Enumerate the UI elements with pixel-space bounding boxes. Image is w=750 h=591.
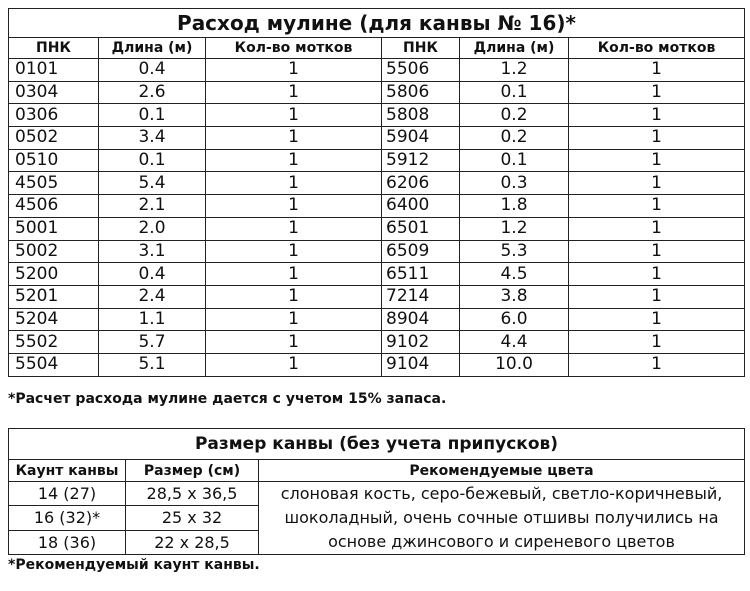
length-cell: 1.2 bbox=[460, 217, 569, 240]
skein-count-cell: 1 bbox=[206, 240, 382, 263]
thread-code-cell: 5204 bbox=[9, 308, 99, 331]
table-row bbox=[9, 59, 745, 82]
length-cell: 1.2 bbox=[460, 59, 569, 82]
canvas-count-cell: 18 (36) bbox=[9, 530, 126, 554]
thread-code-cell: 5002 bbox=[9, 240, 99, 263]
canvas-size-table bbox=[8, 428, 745, 555]
skein-count-cell: 1 bbox=[206, 195, 382, 218]
skein-count-cell: 1 bbox=[206, 331, 382, 354]
consumption-body bbox=[9, 59, 745, 377]
table-row bbox=[9, 308, 745, 331]
thread-code-cell: 5200 bbox=[9, 263, 99, 286]
thread-code-cell: 9104 bbox=[382, 353, 460, 376]
skein-count-cell: 1 bbox=[569, 59, 745, 82]
length-cell: 5.7 bbox=[99, 331, 206, 354]
length-cell: 3.8 bbox=[460, 285, 569, 308]
length-cell: 0.2 bbox=[460, 104, 569, 127]
skein-count-cell: 1 bbox=[206, 263, 382, 286]
canvas-footnote: *Рекомендуемый каунт канвы. bbox=[8, 557, 260, 573]
length-cell: 1.1 bbox=[99, 308, 206, 331]
skein-count-cell: 1 bbox=[206, 81, 382, 104]
thread-code-cell: 5912 bbox=[382, 149, 460, 172]
length-cell: 0.1 bbox=[460, 149, 569, 172]
table-row bbox=[9, 263, 745, 286]
thread-code-cell: 8904 bbox=[382, 308, 460, 331]
thread-code-cell: 6206 bbox=[382, 172, 460, 195]
thread-code-cell: 0502 bbox=[9, 127, 99, 150]
skein-count-cell: 1 bbox=[206, 127, 382, 150]
skein-count-cell: 1 bbox=[206, 217, 382, 240]
thread-code-cell: 6501 bbox=[382, 217, 460, 240]
canvas-size-cell: 25 x 32 bbox=[126, 506, 259, 530]
skein-count-cell: 1 bbox=[206, 285, 382, 308]
skein-count-cell: 1 bbox=[569, 217, 745, 240]
length-cell: 6.0 bbox=[460, 308, 569, 331]
table-row bbox=[9, 127, 745, 150]
column-header: Рекомендуемые цвета bbox=[259, 460, 745, 482]
length-cell: 0.3 bbox=[460, 172, 569, 195]
length-cell: 4.5 bbox=[460, 263, 569, 286]
skein-count-cell: 1 bbox=[569, 149, 745, 172]
skein-count-cell: 1 bbox=[569, 308, 745, 331]
column-header: Длина (м) bbox=[460, 38, 569, 59]
length-cell: 10.0 bbox=[460, 353, 569, 376]
consumption-header-row bbox=[9, 38, 745, 59]
thread-code-cell: 5001 bbox=[9, 217, 99, 240]
column-header: Длина (м) bbox=[99, 38, 206, 59]
length-cell: 0.1 bbox=[99, 104, 206, 127]
length-cell: 2.6 bbox=[99, 81, 206, 104]
thread-code-cell: 6400 bbox=[382, 195, 460, 218]
thread-code-cell: 0510 bbox=[9, 149, 99, 172]
canvas-size-cell: 22 x 28,5 bbox=[126, 530, 259, 554]
recommended-colors-cell: слоновая кость, серо-бежевый, светло-коричневый, шоколадный, очень сочные отшивы получились на основе джинсового и сиреневого цветов bbox=[259, 482, 745, 555]
canvas-title: Размер канвы (без учета припусков) bbox=[9, 429, 745, 460]
canvas-header-row bbox=[9, 460, 745, 482]
table-row bbox=[9, 172, 745, 195]
thread-code-cell: 6511 bbox=[382, 263, 460, 286]
thread-code-cell: 4505 bbox=[9, 172, 99, 195]
skein-count-cell: 1 bbox=[569, 353, 745, 376]
column-header: Кол-во мотков bbox=[569, 38, 745, 59]
skein-count-cell: 1 bbox=[206, 172, 382, 195]
table-row bbox=[9, 482, 745, 506]
canvas-size-cell: 28,5 x 36,5 bbox=[126, 482, 259, 506]
skein-count-cell: 1 bbox=[569, 172, 745, 195]
column-header: ПНК bbox=[9, 38, 99, 59]
thread-consumption-table bbox=[8, 8, 745, 377]
consumption-title: Расход мулине (для канвы № 16)* bbox=[9, 9, 745, 38]
thread-code-cell: 5506 bbox=[382, 59, 460, 82]
thread-code-cell: 0304 bbox=[9, 81, 99, 104]
table-row bbox=[9, 149, 745, 172]
column-header: Размер (см) bbox=[126, 460, 259, 482]
skein-count-cell: 1 bbox=[569, 195, 745, 218]
length-cell: 1.8 bbox=[460, 195, 569, 218]
length-cell: 4.4 bbox=[460, 331, 569, 354]
skein-count-cell: 1 bbox=[569, 331, 745, 354]
column-header: Кол-во мотков bbox=[206, 38, 382, 59]
thread-code-cell: 5806 bbox=[382, 81, 460, 104]
skein-count-cell: 1 bbox=[206, 149, 382, 172]
length-cell: 0.1 bbox=[460, 81, 569, 104]
thread-code-cell: 5808 bbox=[382, 104, 460, 127]
thread-code-cell: 5904 bbox=[382, 127, 460, 150]
skein-count-cell: 1 bbox=[569, 127, 745, 150]
skein-count-cell: 1 bbox=[569, 104, 745, 127]
skein-count-cell: 1 bbox=[206, 59, 382, 82]
length-cell: 5.4 bbox=[99, 172, 206, 195]
canvas-count-cell: 16 (32)* bbox=[9, 506, 126, 530]
table-row bbox=[9, 195, 745, 218]
table-row bbox=[9, 104, 745, 127]
table-row bbox=[9, 81, 745, 104]
column-header: ПНК bbox=[382, 38, 460, 59]
canvas-count-cell: 14 (27) bbox=[9, 482, 126, 506]
thread-code-cell: 5502 bbox=[9, 331, 99, 354]
length-cell: 0.4 bbox=[99, 59, 206, 82]
skein-count-cell: 1 bbox=[569, 81, 745, 104]
table-row bbox=[9, 285, 745, 308]
length-cell: 0.4 bbox=[99, 263, 206, 286]
length-cell: 0.1 bbox=[99, 149, 206, 172]
length-cell: 3.1 bbox=[99, 240, 206, 263]
table-row bbox=[9, 331, 745, 354]
length-cell: 3.4 bbox=[99, 127, 206, 150]
length-cell: 0.2 bbox=[460, 127, 569, 150]
thread-code-cell: 0306 bbox=[9, 104, 99, 127]
column-header: Каунт канвы bbox=[9, 460, 126, 482]
skein-count-cell: 1 bbox=[206, 353, 382, 376]
thread-code-cell: 4506 bbox=[9, 195, 99, 218]
table-row bbox=[9, 240, 745, 263]
length-cell: 2.4 bbox=[99, 285, 206, 308]
table-row bbox=[9, 217, 745, 240]
skein-count-cell: 1 bbox=[206, 308, 382, 331]
consumption-footnote: *Расчет расхода мулине дается с учетом 15% запаса. bbox=[8, 391, 447, 407]
thread-code-cell: 6509 bbox=[382, 240, 460, 263]
thread-code-cell: 5201 bbox=[9, 285, 99, 308]
thread-code-cell: 5504 bbox=[9, 353, 99, 376]
skein-count-cell: 1 bbox=[569, 240, 745, 263]
thread-code-cell: 9102 bbox=[382, 331, 460, 354]
thread-code-cell: 0101 bbox=[9, 59, 99, 82]
skein-count-cell: 1 bbox=[569, 285, 745, 308]
table-row bbox=[9, 353, 745, 376]
thread-code-cell: 7214 bbox=[382, 285, 460, 308]
length-cell: 5.1 bbox=[99, 353, 206, 376]
skein-count-cell: 1 bbox=[569, 263, 745, 286]
length-cell: 2.1 bbox=[99, 195, 206, 218]
length-cell: 5.3 bbox=[460, 240, 569, 263]
length-cell: 2.0 bbox=[99, 217, 206, 240]
skein-count-cell: 1 bbox=[206, 104, 382, 127]
